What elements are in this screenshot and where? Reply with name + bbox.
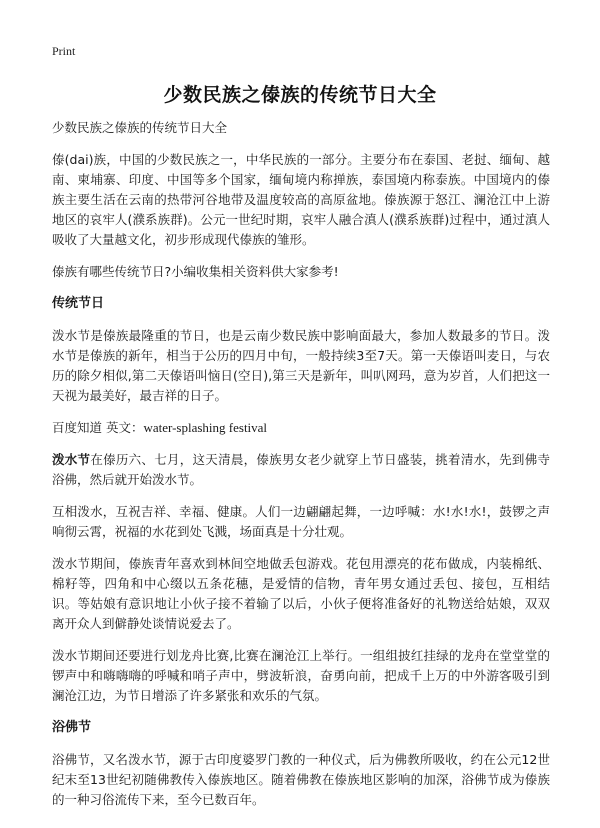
lead-rest: 在傣历六、七月，这天清晨，傣族男女老少就穿上节日盛装，挑着清水，先到佛寺浴佛，然后就开始泼水节。 bbox=[52, 452, 550, 487]
bag-game-paragraph: 泼水节期间，傣族青年喜欢到林间空地做丢包游戏。花包用漂亮的花布做成，内装棉纸、棉籽等，四角和中心缀以五条花穗，是爱情的信物，青年男女通过丢包、接包，互相结识。等姑娘有意识地让小伙子接不着输了以后，小伙子便将准备好的礼物送给姑娘，双双离开众人到僻静处谈情说爱去了。 bbox=[52, 556, 550, 631]
english-name: water-splashing festival bbox=[143, 420, 268, 435]
article-body bbox=[52, 118, 550, 822]
splashing-paragraph: 互相泼水，互祝吉祥、幸福、健康。人们一边翩翩起舞，一边呼喊：水!水!水!，鼓锣之声响彻云霄，祝福的水花到处飞溅，场面真是十分壮观。 bbox=[52, 504, 550, 539]
baidu-label: 百度知道 英文： bbox=[52, 420, 144, 435]
section-heading-buddha-bathing: 浴佛节 bbox=[52, 720, 92, 735]
section-heading-traditional-festivals: 传统节日 bbox=[52, 296, 105, 311]
intro-paragraph: 傣(dai)族，中国的少数民族之一，中华民族的一部分。主要分布在泰国、老挝、缅甸、越南、柬埔寨、印度、中国等多个国家，缅甸境内称掸族，泰国境内称泰族。中国境内的傣族主要生活在云南的热带河谷地带及温度较高的高原盆地。傣族源于怒江、澜沧江中上游地区的哀牢人(濮系族群)。公元一世纪时期，哀牢人融合滇人(濮系族群)过程中，通过滇人吸收了大量越文化，初步形成现代傣族的雏形。 bbox=[52, 152, 550, 247]
page-title: 少数民族之傣族的传统节日大全 bbox=[163, 84, 437, 106]
intro-prompt: 傣族有哪些传统节日?小编收集相关资料供大家参考! bbox=[52, 264, 339, 279]
print-link[interactable]: Print bbox=[52, 44, 76, 58]
water-festival-date-paragraph bbox=[52, 450, 550, 490]
baidu-english-line bbox=[52, 418, 550, 438]
lead-term: 泼水节 bbox=[52, 452, 91, 467]
buddha-bathing-paragraph: 浴佛节，又名泼水节，源于古印度婆罗门教的一种仪式，后为佛教所吸收，约在公元12世纪末至13世纪初随佛教传入傣族地区。随着佛教在傣族地区影响的加深，浴佛节成为傣族的一种习俗流传下来，至今已数百年。 bbox=[52, 752, 550, 807]
dragon-boat-paragraph: 泼水节期间还要进行划龙舟比赛,比赛在澜沧江上举行。一组组披红挂绿的龙舟在堂堂堂的锣声中和嗨嗨嗨的呼喊和哨子声中，劈波斩浪，奋勇向前，把成千上万的中外游客吸引到澜沧江边，为节日增添了许多紧张和欢乐的气氛。 bbox=[52, 648, 550, 703]
water-festival-paragraph: 泼水节是傣族最隆重的节日，也是云南少数民族中影响面最大，参加人数最多的节日。泼水节是傣族的新年，相当于公历的四月中旬，一般持续3至7天。第一天傣语叫麦日，与农历的除夕相似,第二天傣语叫恼日(空日),第三天是新年，叫叭网玛，意为岁首，人们把这一天视为最美好，最吉祥的日子。 bbox=[52, 328, 550, 403]
article-subtitle: 少数民族之傣族的传统节日大全 bbox=[52, 120, 228, 135]
